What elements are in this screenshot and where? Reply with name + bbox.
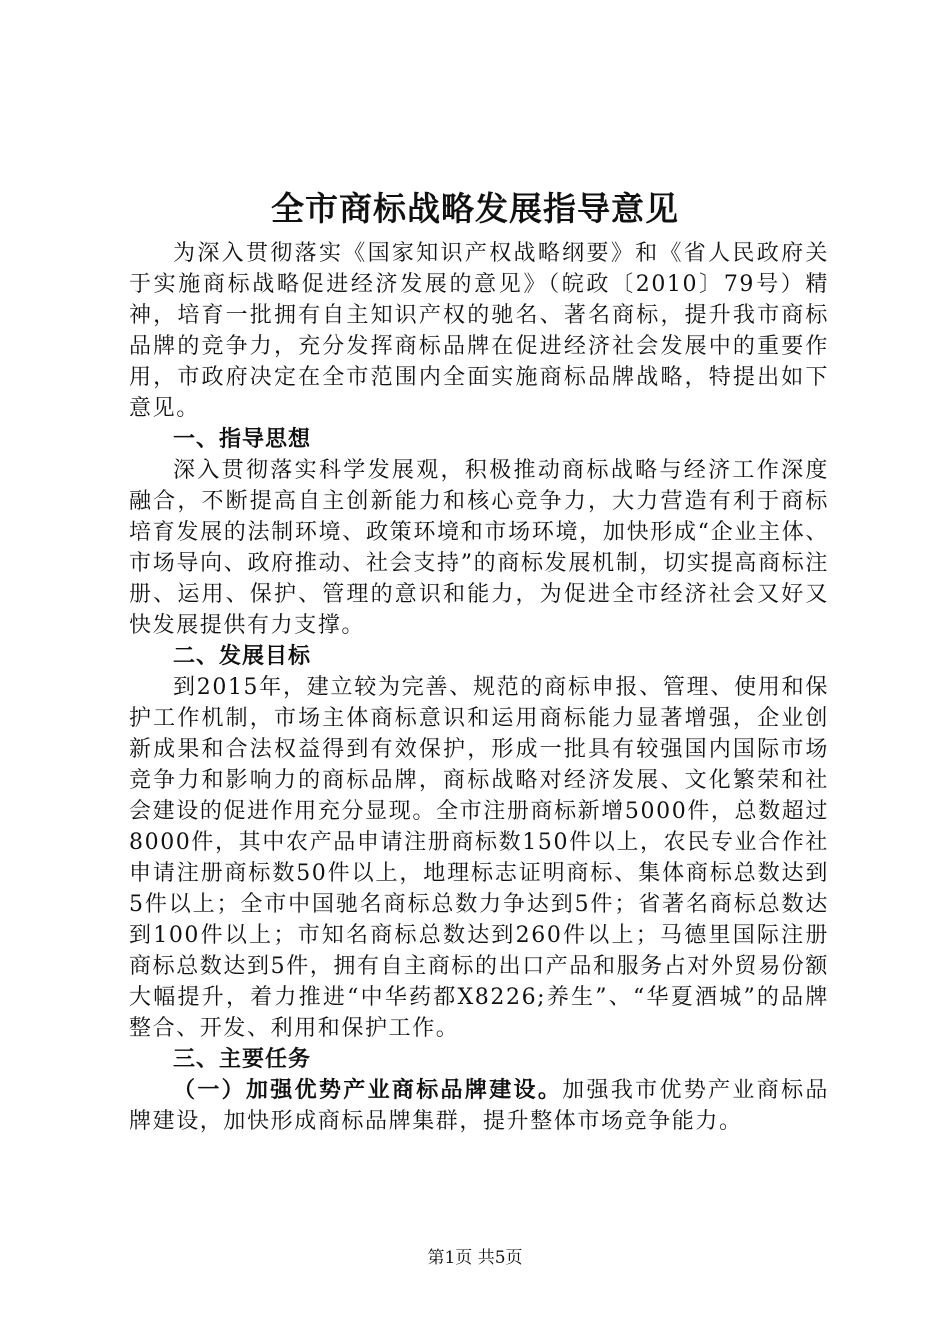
development-goals-paragraph: 到2015年，建立较为完善、规范的商标申报、管理、使用和保护工作机制，市场主体商标意识和运用商标能力显著增强，企业创新成果和合法权益得到有效保护，形成一批具有较强国内国际市场竞争力和影响力的商标品牌，商标战略对经济发展、文化繁荣和社会建设的促进作用充分显现。全市注册商标新增5000件，总数超过8000件，其中农产品申请注册商标数150件以上，农民专业合作社申请注册商标数50件以上，地理标志证明商标、集体商标总数达到5件以上；全市中国驰名商标总数力争达到5件；省著名商标总数达到100件以上；市知名商标总数达到260件以上；马德里国际注册商标总数达到5件，拥有自主商标的出口产品和服务占对外贸易份额大幅提升，着力推进“中华药都X8226;养生”、“华夏酒城”的品牌整合、开发、利用和保护工作。 (129, 675, 829, 1041)
task-1-lead: （一）加强优势产业商标品牌建设。 (173, 1078, 563, 1103)
section-heading-development-goals: 二、发展目标 (173, 644, 312, 669)
section-heading-main-tasks: 三、主要任务 (173, 1047, 312, 1072)
section-heading-guiding-ideology: 一、指导思想 (173, 427, 312, 452)
document-body (129, 238, 829, 1137)
page-footer: 第1页 共5页 (427, 1248, 523, 1268)
intro-paragraph: 为深入贯彻落实《国家知识产权战略纲要》和《省人民政府关于实施商标战略促进经济发展的意见》（皖政〔2010〕79号）精神，培育一批拥有自主知识产权的驰名、著名商标，提升我市商标品牌的竞争力，充分发挥商标品牌在促进经济社会发展中的重要作用，市政府决定在全市范围内全面实施商标品牌战略，特提出如下意见。 (129, 241, 829, 421)
document-title: 全市商标战略发展指导意见 (271, 189, 679, 228)
guiding-ideology-paragraph: 深入贯彻落实科学发展观，积极推动商标战略与经济工作深度融合，不断提高自主创新能力和核心竞争力，大力营造有利于商标培育发展的法制环境、政策环境和市场环境，加快形成“企业主体、市场导向、政府推动、社会支持”的商标发展机制，切实提高商标注册、运用、保护、管理的意识和能力，为促进全市经济社会又好又快发展提供有力支撑。 (129, 458, 829, 638)
task-1-paragraph (129, 1075, 829, 1137)
task-1-text: 加强我市优势产业商标品牌建设，加快形成商标品牌集群，提升整体市场竞争能力。 (129, 1078, 829, 1134)
